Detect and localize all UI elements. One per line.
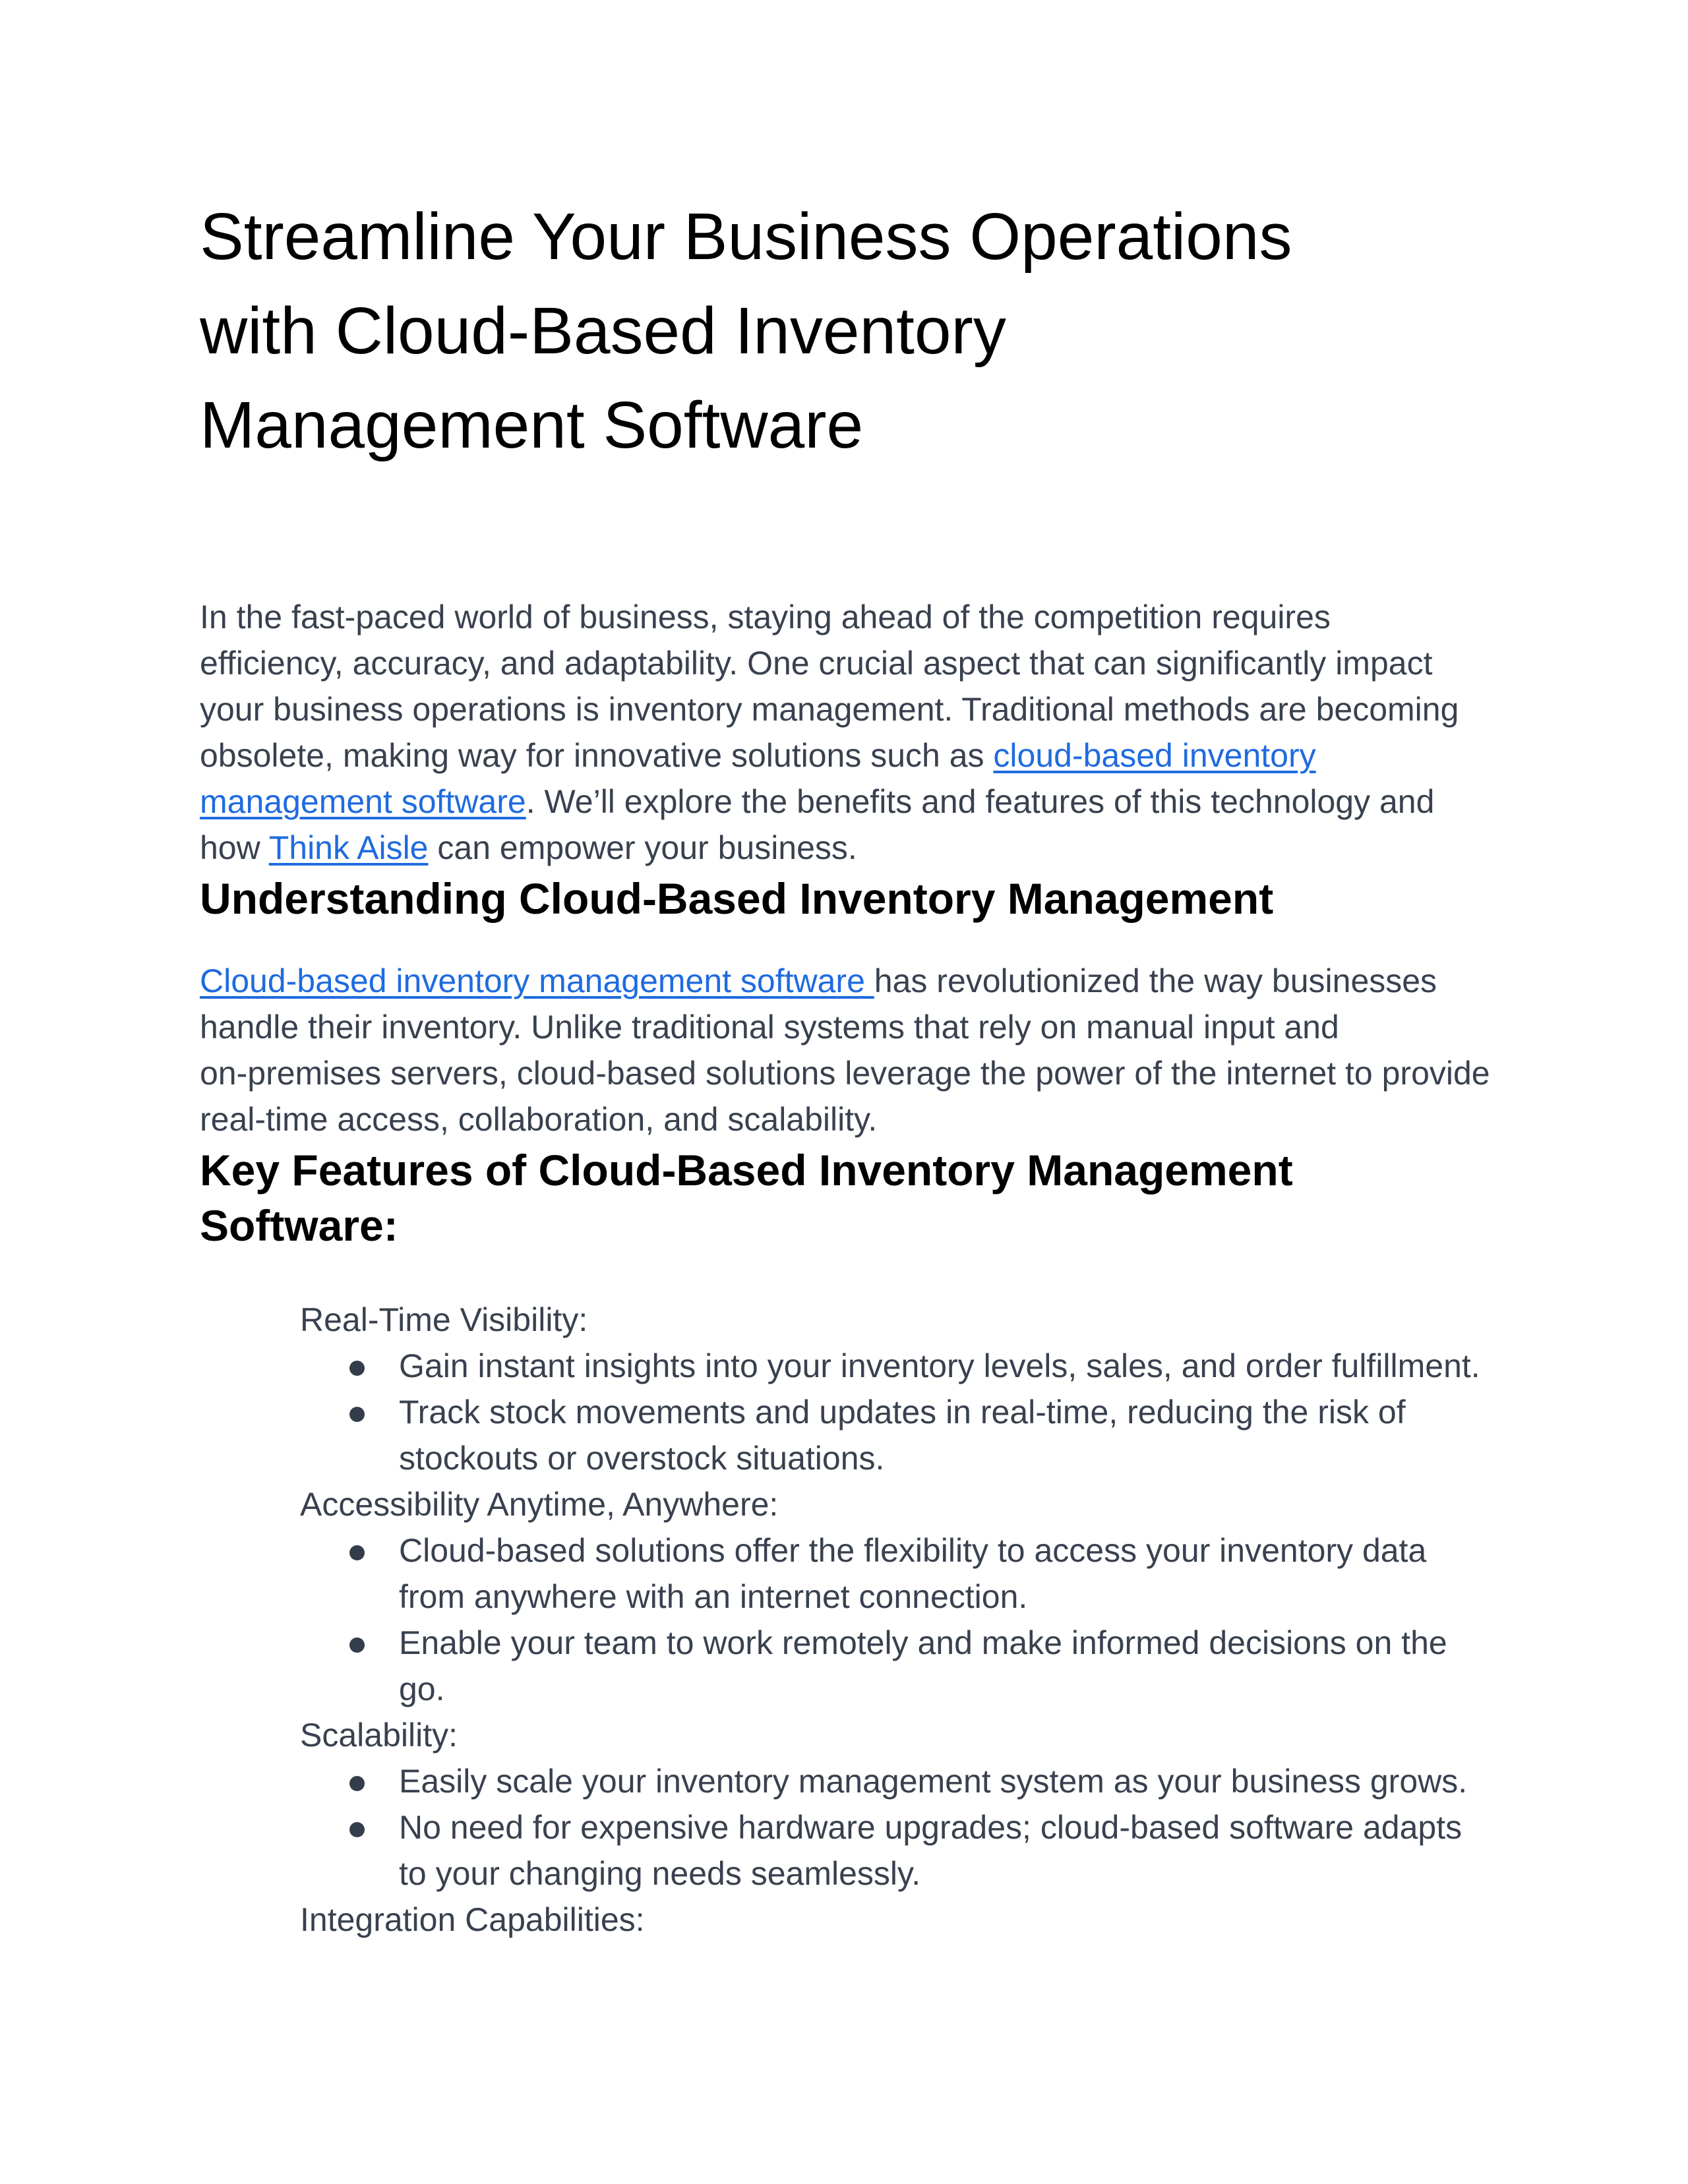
text-segment: your business operations is inventory management. Traditional methods are becoming — [200, 691, 1459, 728]
text-segment: efficiency, accuracy, and adaptability. One crucial aspect that can significantly impact — [200, 645, 1433, 682]
list-item-continuation — [399, 1574, 1490, 1620]
feature-group-label-accessibility: Accessibility Anytime, Anywhere: — [300, 1486, 779, 1523]
text-segment: Easily scale your inventory management system as your business grows. — [399, 1763, 1468, 1800]
page-title — [200, 190, 1490, 473]
text-segment: In the fast-paced world of business, staying ahead of the competition requires — [200, 599, 1331, 635]
understanding-paragraph — [200, 958, 1490, 1142]
text-segment: Cloud-based solutions offer the flexibility to access your inventory data — [399, 1532, 1427, 1569]
list-item — [399, 1527, 1490, 1574]
text-segment: from anywhere with an internet connection. — [399, 1578, 1028, 1615]
text-segment: Enable your team to work remotely and make informed decisions on the — [399, 1624, 1447, 1661]
list-item — [399, 1343, 1490, 1389]
bullet-icon — [349, 1361, 365, 1376]
bullet-icon — [349, 1407, 365, 1422]
feature-group-label-real-time-visibility: Real-Time Visibility: — [300, 1301, 588, 1338]
text-segment: Gain instant insights into your inventory levels, sales, and order fulfillment. — [399, 1347, 1480, 1384]
text-line — [200, 1096, 1490, 1142]
text-segment: on-premises servers, cloud-based solutions leverage the power of the internet to provide — [200, 1055, 1490, 1092]
page-title-line: Management Software — [200, 388, 864, 462]
section-heading-understanding: Understanding Cloud-Based Inventory Management — [200, 874, 1274, 923]
link-think-aisle[interactable]: Think Aisle — [268, 829, 429, 866]
link-cloud-based-inventory-management-software[interactable]: Cloud-based inventory management software — [200, 962, 874, 999]
text-segment: has revolutionized the way businesses — [874, 962, 1437, 999]
list-item — [399, 1389, 1490, 1435]
text-line — [200, 732, 1490, 779]
text-segment: handle their inventory. Unlike traditional systems that rely on manual input and — [200, 1009, 1339, 1046]
bullet-icon — [349, 1822, 365, 1837]
list-item-continuation — [399, 1850, 1490, 1897]
list-item — [399, 1804, 1490, 1850]
text-line — [200, 686, 1490, 732]
text-line — [200, 1004, 1490, 1050]
text-segment: how — [200, 829, 269, 866]
text-line — [200, 1050, 1490, 1096]
bullet-icon — [349, 1545, 365, 1560]
list-item-continuation — [399, 1666, 1490, 1712]
text-segment: can empower your business. — [428, 829, 857, 866]
bullet-icon — [349, 1638, 365, 1653]
page-title-line: Streamline Your Business Operations — [200, 200, 1292, 274]
text-line — [200, 779, 1490, 825]
page-title-line: with Cloud-Based Inventory — [200, 294, 1006, 368]
text-line — [200, 825, 1490, 871]
feature-list — [200, 1297, 1490, 1943]
text-segment: obsolete, making way for innovative solutions such as — [200, 737, 994, 774]
text-segment: stockouts or overstock situations. — [399, 1440, 885, 1477]
list-item — [399, 1620, 1490, 1666]
intro-paragraph — [200, 594, 1490, 871]
text-line — [200, 958, 1490, 1004]
text-line — [200, 594, 1490, 640]
text-segment: real-time access, collaboration, and scalability. — [200, 1101, 878, 1138]
list-item — [399, 1758, 1490, 1804]
feature-group-label-scalability: Scalability: — [300, 1717, 458, 1754]
list-item-continuation — [399, 1435, 1490, 1481]
bullet-icon — [349, 1776, 365, 1791]
feature-group-label-integration-capabilities: Integration Capabilities: — [300, 1901, 645, 1938]
text-segment: Track stock movements and updates in real-time, reducing the risk of — [399, 1394, 1406, 1431]
text-segment: go. — [399, 1670, 445, 1707]
link-cloud-based-inventory-management-software-part2[interactable]: management software — [200, 783, 526, 820]
text-segment: No need for expensive hardware upgrades; cloud-based software adapts — [399, 1809, 1462, 1846]
link-cloud-based-inventory-management-software-part1[interactable]: cloud-based inventory — [993, 737, 1316, 774]
text-segment: . We’ll explore the benefits and features of this technology and — [526, 783, 1435, 820]
text-line — [200, 640, 1490, 686]
section-heading-key-features: Key Features of Cloud-Based Inventory Management Software: — [200, 1146, 1293, 1250]
text-segment: to your changing needs seamlessly. — [399, 1855, 921, 1892]
